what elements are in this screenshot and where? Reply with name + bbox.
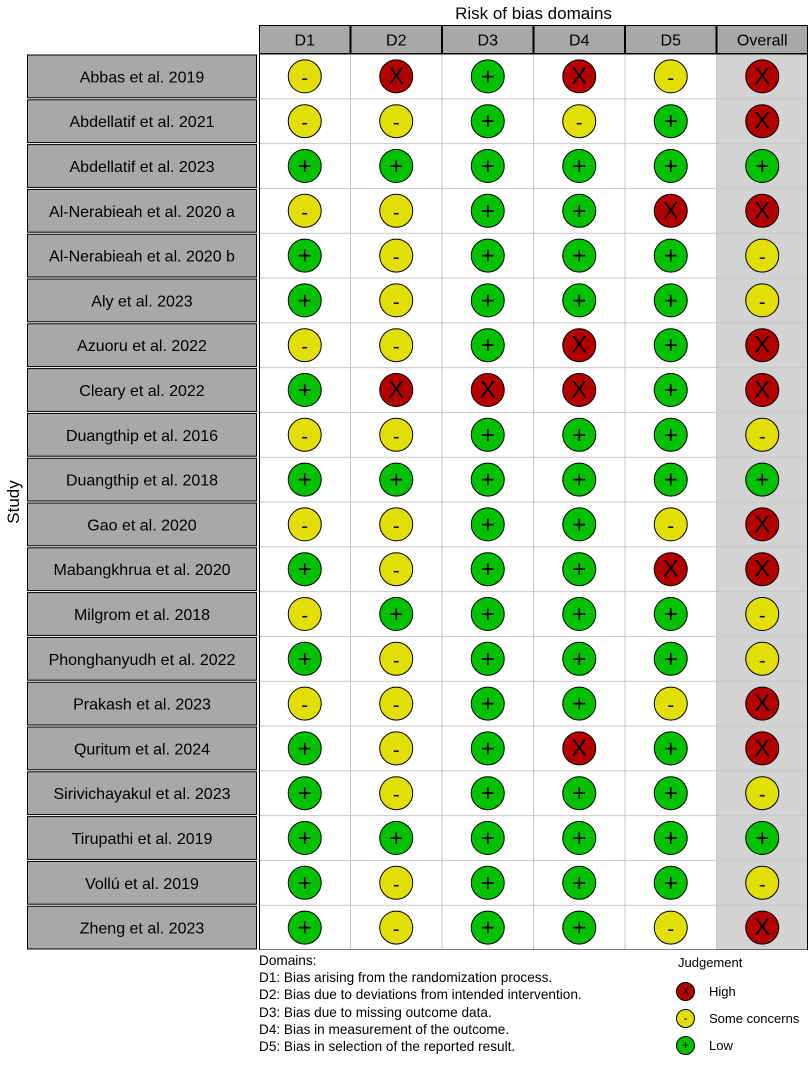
judgement-symbol: -	[301, 425, 309, 448]
judgement-symbol: +	[297, 153, 312, 180]
judgement-symbol: +	[663, 242, 678, 270]
judgement-symbol: +	[297, 466, 312, 494]
judgement-symbol: +	[755, 825, 770, 852]
legend-high-label: High	[709, 984, 736, 999]
judgement-symbol: -	[301, 201, 309, 224]
judgement-symbol: +	[297, 914, 312, 942]
judgement-symbol: +	[663, 869, 678, 897]
judgement-symbol: +	[572, 242, 587, 270]
domain-note-d3: D3: Bias due to missing outcome data.	[259, 1004, 492, 1020]
judgement-symbol: +	[663, 601, 678, 628]
judgement-symbol: -	[392, 201, 400, 224]
judgement-symbol: +	[480, 332, 495, 360]
column-header-label: D1	[294, 32, 315, 50]
judgement-symbol: -	[301, 336, 309, 359]
judgement-symbol: X	[388, 376, 405, 404]
judgement-symbol: X	[571, 62, 588, 90]
judgement-symbol: +	[480, 869, 495, 897]
judgement-symbol: +	[480, 197, 495, 225]
judgement-symbol: +	[572, 690, 587, 718]
judgement-symbol: X	[754, 555, 771, 583]
study-label: Phonghanyudh et al. 2022	[48, 651, 236, 669]
judgement-symbol: X	[754, 914, 771, 942]
judgement-symbol: +	[572, 153, 587, 180]
study-label: Duangthip et al. 2018	[65, 472, 219, 490]
judgement-symbol: +	[572, 197, 587, 225]
judgement-symbol: -	[301, 67, 309, 90]
judgement-symbol: -	[758, 425, 766, 448]
judgement-symbol: +	[297, 825, 312, 852]
judgement-symbol: -	[667, 515, 675, 538]
judgement-symbol: +	[480, 287, 495, 315]
study-label: Quritum et al. 2024	[73, 741, 211, 759]
column-header-label: D2	[386, 32, 407, 50]
judgement-symbol: +	[572, 914, 587, 942]
judgement-symbol: +	[755, 153, 770, 180]
study-label: Milgrom et al. 2018	[73, 607, 211, 624]
judgement-symbol: X	[754, 331, 771, 359]
study-label: Tirupathi et al. 2019	[71, 831, 213, 848]
judgement-symbol: +	[297, 869, 312, 897]
judgement-symbol: X	[388, 62, 405, 90]
study-label: Prakash et al. 2023	[73, 696, 211, 714]
judgement-symbol: +	[572, 780, 587, 808]
judgement-symbol: +	[389, 153, 404, 180]
legend-item-some-concerns	[676, 1009, 810, 1031]
study-label: Al-Nerabieah et al. 2020 b	[49, 248, 235, 266]
judgement-symbol: X	[754, 197, 771, 225]
legend-low-label: Low	[709, 1038, 733, 1053]
study-label: Abdellatif et al. 2021	[69, 114, 215, 132]
chart-title: Risk of bias domains	[455, 4, 612, 23]
judgement-symbol: +	[480, 780, 495, 808]
column-header-label: D4	[569, 32, 590, 50]
study-label: Abdellatif et al. 2023	[69, 159, 215, 176]
domain-note-d2: D2: Bias due to deviations from intended intervention.	[259, 987, 582, 1003]
column-header-label: D5	[660, 32, 681, 50]
judgement-symbol: +	[297, 780, 312, 808]
judgement-symbol: X	[754, 690, 771, 718]
column-header-label: D3	[477, 32, 498, 50]
judgement-symbol: -	[758, 605, 766, 627]
judgement-symbol: +	[297, 735, 312, 763]
study-label: Azuoru et al. 2022	[77, 338, 207, 356]
judgement-symbol: -	[301, 515, 309, 538]
study-label: Al-Nerabieah et al. 2020 a	[49, 203, 235, 221]
judgement-symbol: +	[663, 421, 678, 449]
judgement-symbol: +	[572, 511, 587, 539]
judgement-symbol: +	[572, 645, 587, 673]
judgement-symbol: +	[663, 377, 678, 404]
judgement-symbol: +	[297, 377, 312, 404]
domain-note-d5: D5: Bias in selection of the reported result.	[259, 1039, 516, 1055]
judgement-symbol: -	[392, 649, 400, 672]
judgement-symbol: +	[572, 556, 587, 584]
judgement-symbol: +	[389, 601, 404, 628]
judgement-symbol: +	[663, 332, 678, 360]
judgement-symbol: +	[663, 780, 678, 808]
judgement-symbol: +	[480, 108, 495, 136]
judgement-symbol: +	[663, 735, 678, 763]
study-label: Vollú et al. 2019	[85, 875, 199, 893]
judgement-symbol: -	[667, 67, 675, 90]
judgement-symbol: -	[758, 784, 766, 807]
judgement-symbol: -	[667, 918, 675, 941]
judgement-symbol: -	[758, 246, 766, 269]
domain-note-d4: D4: Bias in measurement of the outcome.	[259, 1021, 510, 1037]
judgement-symbol: +	[297, 556, 312, 584]
judgement-symbol: X	[754, 734, 771, 762]
judgement-symbol: X	[662, 555, 679, 583]
judgement-symbol: +	[389, 466, 404, 494]
judgement-symbol: +	[480, 153, 495, 180]
judgement-symbol: X	[754, 376, 771, 404]
study-label: Sirivichayakul et al. 2023	[53, 786, 231, 804]
judgement-symbol: +	[480, 511, 495, 539]
domain-note-d1: D1: Bias arising from the randomization process.	[259, 970, 553, 986]
judgement-symbol: -	[758, 873, 766, 896]
judgement-symbol: -	[758, 649, 766, 672]
judgement-symbol: +	[297, 287, 312, 315]
judgement-symbol: +	[480, 735, 495, 763]
judgement-symbol: +	[663, 645, 678, 673]
judgement-symbol: X	[754, 107, 771, 135]
judgement-symbol: X	[571, 331, 588, 359]
judgement-symbol: +	[480, 825, 495, 852]
judgement-symbol: X	[754, 510, 771, 538]
domains-note	[259, 952, 659, 1055]
judgement-symbol: -	[392, 246, 400, 269]
study-label: Cleary et al. 2022	[79, 383, 205, 400]
judgement-symbol: -	[392, 425, 400, 448]
judgement-symbol: X	[479, 376, 496, 404]
judgement-symbol: +	[480, 63, 495, 91]
judgement-symbol: -	[301, 112, 309, 135]
judgement-symbol: +	[572, 466, 587, 494]
domains-heading: Domains:	[259, 953, 317, 968]
study-label: Aly et al. 2023	[91, 293, 193, 311]
judgement-symbol: +	[755, 466, 770, 494]
judgement-symbol: +	[663, 466, 678, 494]
column-header-label: Overall	[736, 32, 788, 50]
judgement-symbol: -	[758, 291, 766, 314]
judgement-symbol: +	[663, 825, 678, 852]
judgement-symbol: -	[392, 291, 400, 314]
study-label: Mabangkhrua et al. 2020	[53, 562, 231, 580]
study-label: Zheng et al. 2023	[79, 920, 205, 938]
judgement-symbol: -	[392, 918, 400, 941]
judgement-symbol: -	[392, 784, 400, 807]
legend-item-high	[676, 982, 810, 1004]
judgement-symbol: +	[663, 108, 678, 136]
study-label: Gao et al. 2020	[87, 517, 197, 535]
judgement-symbol: +	[572, 421, 587, 449]
judgement-symbol: +	[572, 601, 587, 628]
judgement-symbol: +	[572, 869, 587, 897]
legend-item-low	[676, 1036, 810, 1058]
judgement-symbol: +	[480, 601, 495, 628]
judgement-symbol: +	[663, 287, 678, 315]
judgement-symbol: +	[480, 690, 495, 718]
study-label: Duangthip et al. 2016	[65, 427, 219, 445]
judgement-symbol: +	[572, 825, 587, 852]
judgement-symbol: +	[480, 242, 495, 270]
judgement-symbol: -	[392, 560, 400, 583]
legend-low-marker: +	[676, 1036, 695, 1055]
judgement-symbol: +	[297, 645, 312, 673]
legend-high-marker: X	[676, 982, 695, 1001]
legend-title: Judgement	[678, 955, 743, 970]
judgement-symbol: +	[480, 645, 495, 673]
judgement-symbol: -	[301, 605, 309, 627]
judgement-symbol: +	[480, 421, 495, 449]
judgement-symbol: -	[301, 694, 309, 717]
judgement-symbol: +	[663, 153, 678, 180]
study-label: Abbas et al. 2019	[79, 69, 205, 87]
judgement-symbol: +	[480, 914, 495, 942]
judgement-symbol: -	[392, 694, 400, 717]
judgement-symbol: +	[480, 466, 495, 494]
judgement-symbol: -	[392, 515, 400, 538]
judgement-symbol: +	[389, 825, 404, 852]
judgement-symbol: -	[667, 694, 675, 717]
judgement-symbol: -	[575, 112, 583, 135]
judgement-symbol: +	[480, 556, 495, 584]
judgement-symbol: -	[392, 739, 400, 762]
judgement-symbol: -	[392, 873, 400, 896]
legend-some-concerns-label: Some concerns	[709, 1011, 800, 1026]
judgement-symbol: X	[571, 376, 588, 404]
judgement-symbol: X	[571, 734, 588, 762]
judgement-symbol: X	[754, 62, 771, 90]
judgement-symbol: -	[392, 112, 400, 135]
y-axis-label: Study	[4, 480, 23, 524]
judgement-symbol: -	[392, 336, 400, 359]
legend-some-concerns-marker: -	[676, 1009, 695, 1028]
judgement-symbol: +	[297, 242, 312, 270]
judgement-symbol: +	[572, 287, 587, 315]
judgement-symbol: X	[662, 197, 679, 225]
